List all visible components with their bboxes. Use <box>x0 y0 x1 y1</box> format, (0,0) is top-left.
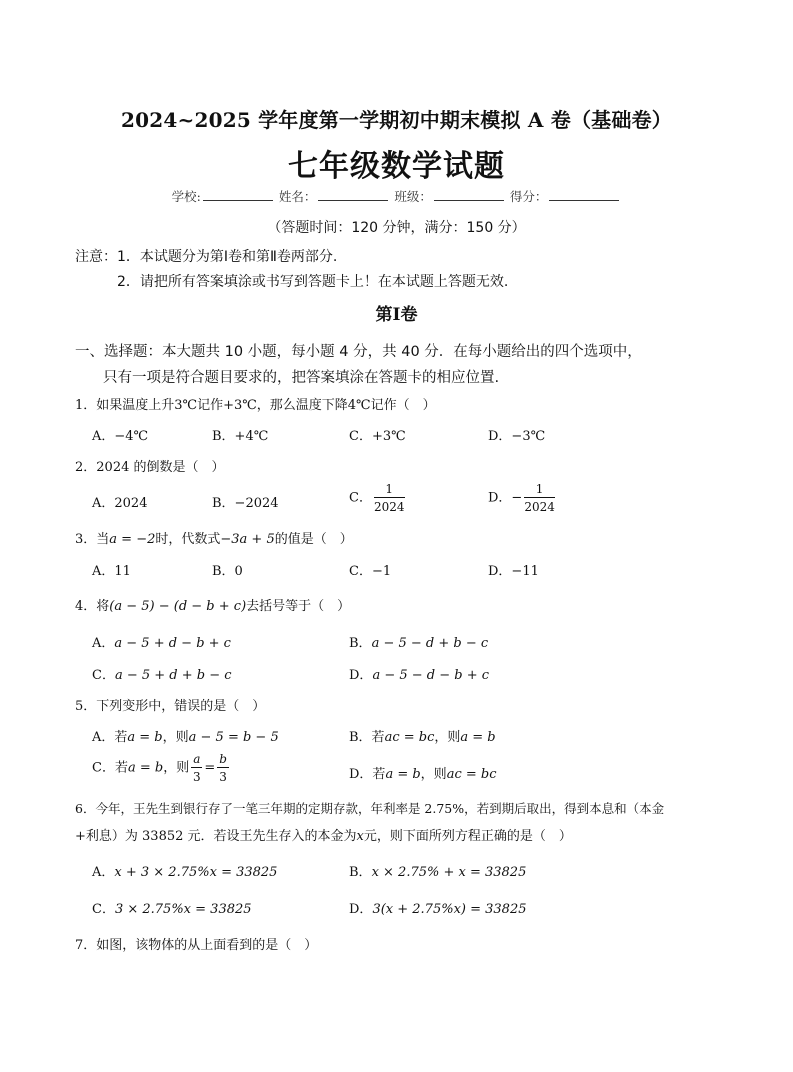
class-blank[interactable] <box>434 188 504 201</box>
q4-option-b[interactable]: B．a − 5 − d + b − c <box>349 636 489 651</box>
q1-option-d[interactable]: D．−3℃ <box>488 429 546 444</box>
time-info: （答题时间：120 分钟，满分：150 分） <box>267 220 526 236</box>
q6-option-d[interactable]: D．3(x + 2.75%x) = 33825 <box>349 902 527 917</box>
question-6-line2: +利息）为 33852 元．若设王先生存入的本金为x元，则下面所列方程正确的是（ ） <box>75 829 572 844</box>
q3-option-b[interactable]: B．0 <box>212 564 243 579</box>
class-label: 班级： <box>394 189 432 204</box>
exam-subtitle: 七年级数学试题 <box>288 149 505 184</box>
score-blank[interactable] <box>549 188 619 201</box>
q5-c-fraction-right: $\frac{b}{3}$ <box>219 752 227 784</box>
school-blank[interactable] <box>203 188 273 201</box>
q4-option-a[interactable]: A．a − 5 + d − b + c <box>92 636 231 651</box>
q4-option-c[interactable]: C．a − 5 + d + b − c <box>92 668 232 683</box>
q3-option-d[interactable]: D．−11 <box>488 564 539 579</box>
q5-option-c[interactable]: C．若a = b，则 $\frac{a}{3}$ = $\frac{b}{3}$ <box>92 752 227 784</box>
q5-option-b[interactable]: B．若ac = bc，则a = b <box>349 730 496 745</box>
volume-heading: 第Ⅰ卷 <box>375 305 418 325</box>
name-label: 姓名： <box>278 189 317 204</box>
q6-option-c[interactable]: C．3 × 2.75%x = 33825 <box>92 902 252 917</box>
question-6-line1: 6．今年，王先生到银行存了一笔三年期的定期存款，年利率是 2.75%，若到期后取出，得到本息和（本金 <box>75 801 665 816</box>
q6-option-a[interactable]: A．x + 3 × 2.75%x = 33825 <box>92 865 278 880</box>
score-label: 得分： <box>509 189 548 204</box>
q2-option-c-fraction: $\frac{1}{2024}$ <box>373 482 405 514</box>
q4-option-d[interactable]: D．a − 5 − d − b + c <box>349 668 490 683</box>
question-1-stem: 1．如果温度上升3℃记作+3℃，那么温度下降4℃记作（ ） <box>75 398 436 413</box>
school-label: 学校: <box>171 189 201 204</box>
q5-option-d[interactable]: D．若a = b，则ac = bc <box>349 767 497 782</box>
q3-option-a[interactable]: A．11 <box>92 564 131 579</box>
question-5-stem: 5．下列变形中，错误的是（ ） <box>75 699 266 714</box>
name-blank[interactable] <box>318 188 388 201</box>
q2-option-d-label: D．− <box>488 490 523 506</box>
q2-option-d-fraction: $\frac{1}{2024}$ <box>524 482 555 514</box>
q5-option-a[interactable]: A．若a = b，则a − 5 = b − 5 <box>92 730 279 745</box>
question-2-stem: 2．2024 的倒数是（ ） <box>75 460 225 475</box>
student-info-row <box>0 187 793 205</box>
q1-option-a[interactable]: A．−4℃ <box>92 429 149 444</box>
q1-option-b[interactable]: B．+4℃ <box>212 429 269 444</box>
q2-option-a[interactable]: A．2024 <box>92 496 148 511</box>
section-instruction-line1: 一、选择题：本大题共 10 小题，每小题 4 分，共 40 分．在每小题给出的四个选项中， <box>75 344 642 360</box>
q3-option-c[interactable]: C．−1 <box>349 564 392 579</box>
q5-c-fraction-left: $\frac{a}{3}$ <box>192 752 201 784</box>
q1-option-c[interactable]: C．+3℃ <box>349 429 406 444</box>
section-instruction-line2: 只有一项是符合题目要求的，把答案填涂在答题卡的相应位置. <box>103 370 500 386</box>
note-1: 注意：1．本试题分为第Ⅰ卷和第Ⅱ卷两部分. <box>75 249 338 265</box>
question-7-stem: 7．如图，该物体的从上面看到的是（ ） <box>75 938 318 953</box>
question-4-stem: 4．将(a − 5) − (d − b + c)去括号等于（ ） <box>75 599 351 614</box>
exam-title: 2024~2025 学年度第一学期初中期末模拟 A 卷（基础卷） <box>121 108 672 132</box>
q2-option-b[interactable]: B．−2024 <box>212 496 279 511</box>
q2-option-d[interactable] <box>488 483 557 513</box>
q2-option-c[interactable] <box>349 483 407 513</box>
q2-option-c-label: C． <box>349 490 372 506</box>
note-2: 2．请把所有答案填涂或书写到答题卡上！在本试题上答题无效. <box>117 274 509 290</box>
question-3-stem: 3．当a = −2时，代数式−3a + 5的值是（ ） <box>75 532 353 547</box>
q6-option-b[interactable]: B．x × 2.75% + x = 33825 <box>349 865 527 880</box>
